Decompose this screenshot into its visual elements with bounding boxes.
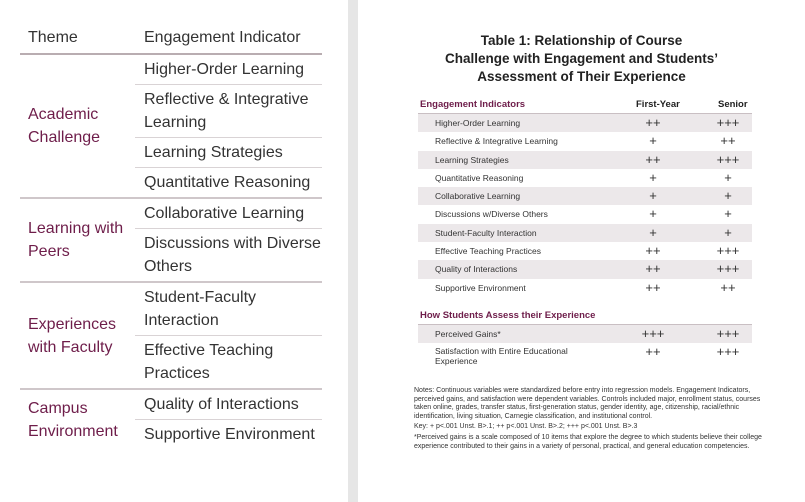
senior-value: + [724,224,732,240]
title-line: Table 1: Relationship of Course [480,33,683,48]
senior-value: ++ [720,279,736,295]
first-year-value: + [649,188,657,204]
theme-indicator-table [20,26,322,449]
section-header-engagement [418,97,752,114]
first-year-header: First-Year [636,99,680,110]
senior-value: + [724,188,732,204]
row-label: Learning Strategies [435,154,509,165]
senior-value: +++ [716,243,740,259]
first-year-value: + [649,206,657,222]
indicator-item: Supportive Environment [144,426,315,443]
table-row [418,114,752,132]
key-text: Key: + p<.001 Unst. B>.1; ++ p<.001 Unst. B>.2; +++ p<.001 Unst. B>.3 [414,423,638,431]
theme-label: Campus Environment [28,399,118,440]
row-label: Discussions w/Diverse Others [435,209,548,220]
table-row [418,132,752,150]
table-row [418,151,752,169]
row-label: Quantitative Reasoning [435,172,524,183]
table-title [358,32,805,86]
footnote-text: *Perceived gains is a scale composed of 10 items that explore the degree to which students believe their college experience contributed to their gains in a variety of personal, practical, and general education competencies. [414,433,762,450]
title-line: Assessment of Their Experience [477,69,686,84]
table-notes [414,387,779,453]
row-label: Quality of Interactions [435,264,518,275]
first-year-value: ++ [645,344,661,360]
row-label: Satisfaction with Entire Educational Experience [435,346,568,367]
indicator-item: Effective Teaching Practices [144,342,274,382]
table-row [418,343,752,369]
group-academic-challenge [20,55,322,199]
row-label: Supportive Environment [435,282,526,293]
row-label: Student-Faculty Interaction [435,227,537,238]
table-row [418,169,752,187]
indicator-item: Quality of Interactions [135,390,322,420]
table-header [20,26,322,55]
first-year-value: + [649,169,657,185]
theme-header: Theme [28,29,78,46]
table-row [418,325,752,343]
first-year-value: + [649,133,657,149]
table-row [418,224,752,242]
row-label: Effective Teaching Practices [435,246,541,257]
group-campus-environment [20,390,322,449]
indicator-item: Higher-Order Learning [135,55,322,85]
indicator-item: Discussions with Diverse Others [144,235,321,275]
right-panel [358,0,805,502]
section-label: Engagement Indicators [420,99,526,110]
indicator-header: Engagement Indicator [144,29,301,46]
senior-value: ++ [720,133,736,149]
table-row [418,279,752,297]
senior-value: +++ [716,261,740,277]
relationship-table [418,97,752,369]
senior-value: + [724,206,732,222]
row-label: Collaborative Learning [435,191,521,202]
row-label: Reflective & Integrative Learning [435,136,558,147]
first-year-value: ++ [645,279,661,295]
title-line: Challenge with Engagement and Students’ [444,51,719,66]
left-panel [0,0,348,502]
table-row [418,260,752,278]
indicator-item: Learning Strategies [135,138,322,168]
senior-value: +++ [716,344,740,360]
section-label: How Students Assess their Experience [420,309,596,321]
first-year-value: ++ [645,115,661,130]
notes-text: Notes: Continuous variables were standardized before entry into regression models. Engagement Indicators, perceived gains, and satisfaction were dependent variables. Controls included major, enrollment status, courses taken online, grades, transfer status, first-generation status, gender identity, age, citizenship, racial/ethnic identification, living situation, Carnegie classification, and institutional control. [414,387,761,420]
indicator-item: Reflective & Integrative Learning [135,85,322,138]
theme-label: Academic Challenge [28,106,101,146]
table-row [418,205,752,223]
senior-value: +++ [716,115,740,130]
senior-value: + [724,169,732,185]
first-year-value: ++ [645,261,661,277]
first-year-value: + [649,224,657,240]
first-year-value: ++ [645,243,661,259]
senior-value: +++ [716,151,740,167]
first-year-value: ++ [645,151,661,167]
theme-label: Experiences with Faculty [28,315,117,356]
group-experiences-with-faculty [20,283,322,390]
indicator-item: Collaborative Learning [135,199,322,229]
senior-header: Senior [718,99,748,110]
row-label: Perceived Gains* [435,328,501,339]
table-row [418,187,752,205]
section-header-assessment [418,308,752,325]
indicator-item: Student-Faculty Interaction [135,283,322,336]
row-label: Higher-Order Learning [435,118,521,128]
indicator-item: Quantitative Reasoning [144,174,311,191]
table-row [418,242,752,260]
group-learning-with-peers [20,199,322,283]
senior-value: +++ [716,325,740,341]
first-year-value: +++ [641,325,665,341]
theme-label: Learning with Peers [28,220,124,260]
